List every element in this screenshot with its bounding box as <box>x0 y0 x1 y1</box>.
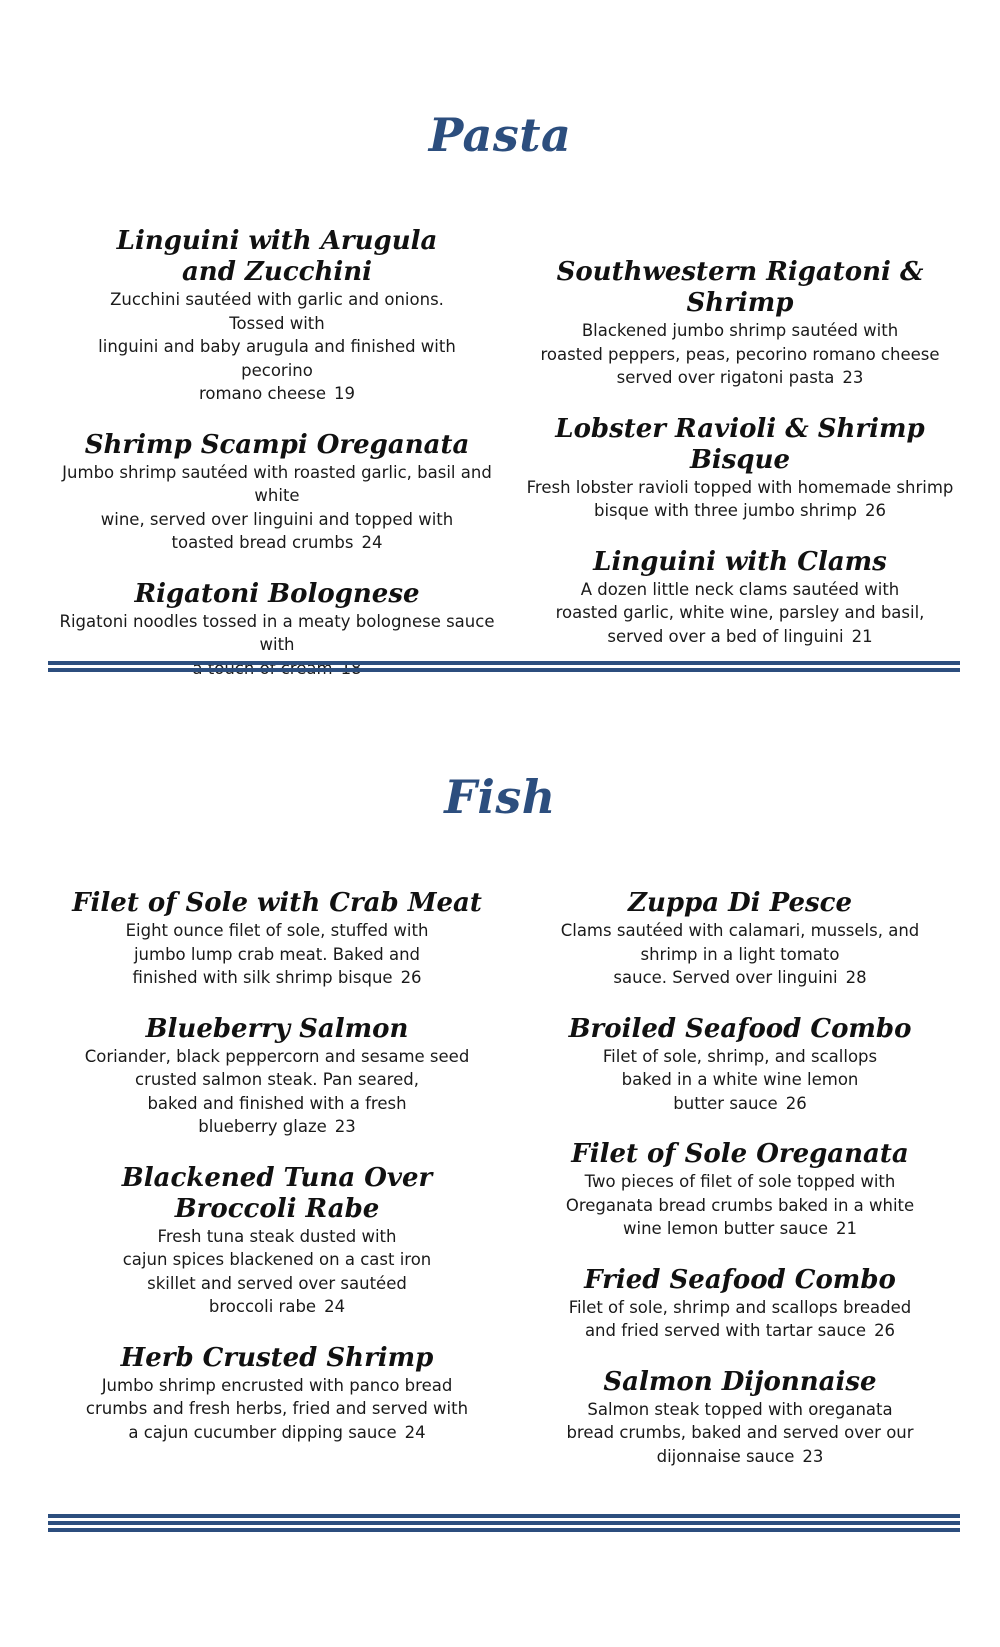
menu-item-description: Filet of sole, shrimp and scallops breaded and fried served with tartar sauce 26 <box>568 1297 912 1340</box>
menu-item <box>52 888 502 990</box>
menu-item-name: Southwestern Rigatoni & Shrimp <box>556 257 924 318</box>
menu-item-price: 26 <box>874 1321 896 1340</box>
fish-left-column <box>52 888 502 1444</box>
menu-item-name: Linguini with Arugula and Zucchini <box>116 226 438 287</box>
menu-item-price: 26 <box>785 1093 807 1113</box>
menu-item-name: Broiled Seafood Combo <box>568 1013 912 1044</box>
menu-item <box>515 414 965 523</box>
menu-item-name: Lobster Ravioli & Shrimp Bisque <box>555 413 925 475</box>
menu-item-price: 24 <box>361 533 383 552</box>
menu-item <box>515 547 965 649</box>
menu-item-description: Jumbo shrimp sautéed with roasted garlic, basil and white wine, served over linguini and topped with toasted bread crumbs 24 <box>62 462 492 552</box>
menu-item-name: Shrimp Scampi Oreganata <box>84 429 470 460</box>
menu-item <box>515 1367 965 1469</box>
menu-item-name: Filet of Sole Oreganata <box>571 1139 909 1169</box>
menu-item-price: 26 <box>400 968 422 987</box>
menu-item-description: Rigatoni noodles tossed in a meaty bolognese sauce with a touch of cream 18 <box>59 611 495 678</box>
divider-line <box>48 661 960 665</box>
menu-item-price: 26 <box>865 501 887 520</box>
menu-item <box>52 1014 502 1139</box>
menu-item-description: Eight ounce filet of sole, stuffed with jumbo lump crab meat. Baked and finished with silk shrimp bisque 26 <box>125 921 429 987</box>
menu-item-price: 24 <box>324 1297 346 1316</box>
menu-item-name: Herb Crusted Shrimp <box>120 1342 434 1373</box>
menu-item-price: 21 <box>835 1219 857 1238</box>
menu-item-price: 19 <box>334 384 356 403</box>
menu-item-price: 18 <box>340 658 362 678</box>
pasta-left-column <box>52 226 502 680</box>
menu-item <box>52 430 502 555</box>
menu-item-price: 28 <box>845 968 867 987</box>
menu-item-price: 24 <box>404 1422 426 1442</box>
divider-line <box>48 668 960 672</box>
menu-item-name: Linguini with Clams <box>593 546 887 577</box>
menu-item-price: 23 <box>802 1446 824 1466</box>
menu-item-price: 23 <box>842 368 864 387</box>
menu-item-name: Zuppa Di Pesce <box>627 888 853 918</box>
menu-item <box>515 1265 965 1343</box>
menu-item-description: Salmon steak topped with oreganata bread crumbs, baked and served over our dijonnaise sauce 23 <box>566 1399 914 1466</box>
menu-item-name: Filet of Sole with Crab Meat <box>72 888 482 918</box>
menu-item-description: Blackened jumbo shrimp sautéed with roasted peppers, peas, pecorino romano cheese served over rigatoni pasta 23 <box>540 321 940 387</box>
menu-item <box>515 257 965 390</box>
menu-item-description: Two pieces of filet of sole topped with Oreganata bread crumbs baked in a white wine lemon butter sauce 21 <box>565 1172 915 1238</box>
menu-item <box>515 1139 965 1241</box>
menu-item-description: Clams sautéed with calamari, mussels, and shrimp in a light tomato sauce. Served over linguini 28 <box>560 921 920 987</box>
menu-item <box>515 888 965 990</box>
menu-item-price: 21 <box>851 626 873 646</box>
divider-line <box>48 1521 960 1525</box>
pasta-right-column <box>515 257 965 648</box>
divider-line <box>48 1528 960 1532</box>
menu-item-name: Blackened Tuna Over Broccoli Rabe <box>121 1162 433 1224</box>
menu-item-name: Blueberry Salmon <box>145 1013 409 1044</box>
divider-line <box>48 1514 960 1518</box>
menu-item-description: Fresh lobster ravioli topped with homemade shrimp bisque with three jumbo shrimp 26 <box>526 477 954 520</box>
menu-item <box>52 1343 502 1445</box>
fish-section-title: Fish <box>444 770 556 824</box>
menu-item-name: Salmon Dijonnaise <box>603 1366 877 1397</box>
menu-item-description: Filet of sole, shrimp, and scallops baked in a white wine lemon butter sauce 26 <box>602 1046 878 1113</box>
menu-item-description: Coriander, black peppercorn and sesame seed crusted salmon steak. Pan seared, baked and finished with a fresh blueberry glaze 23 <box>84 1046 470 1136</box>
menu-item-description: Jumbo shrimp encrusted with panco bread crumbs and fresh herbs, fried and served with a cajun cucumber dipping sauce 24 <box>85 1375 469 1442</box>
menu-item-name: Rigatoni Bolognese <box>134 578 420 609</box>
menu-item <box>515 1014 965 1116</box>
menu-item <box>92 226 462 406</box>
menu-item-description: A dozen little neck clams sautéed with roasted garlic, white wine, parsley and basil, served over a bed of linguini 21 <box>555 579 925 646</box>
menu-item-price: 23 <box>334 1117 356 1136</box>
menu-item-description: Zucchini sautéed with garlic and onions. Tossed with linguini and baby arugula and finished with pecorino romano cheese 19 <box>98 290 456 403</box>
fish-right-column <box>515 888 965 1468</box>
menu-item-description: Fresh tuna steak dusted with cajun spices blackened on a cast iron skillet and served over sautéed broccoli rabe 24 <box>122 1226 432 1316</box>
pasta-section-title: Pasta <box>428 108 572 162</box>
menu-item-name: Fried Seafood Combo <box>584 1264 896 1295</box>
menu-item <box>87 1163 467 1319</box>
